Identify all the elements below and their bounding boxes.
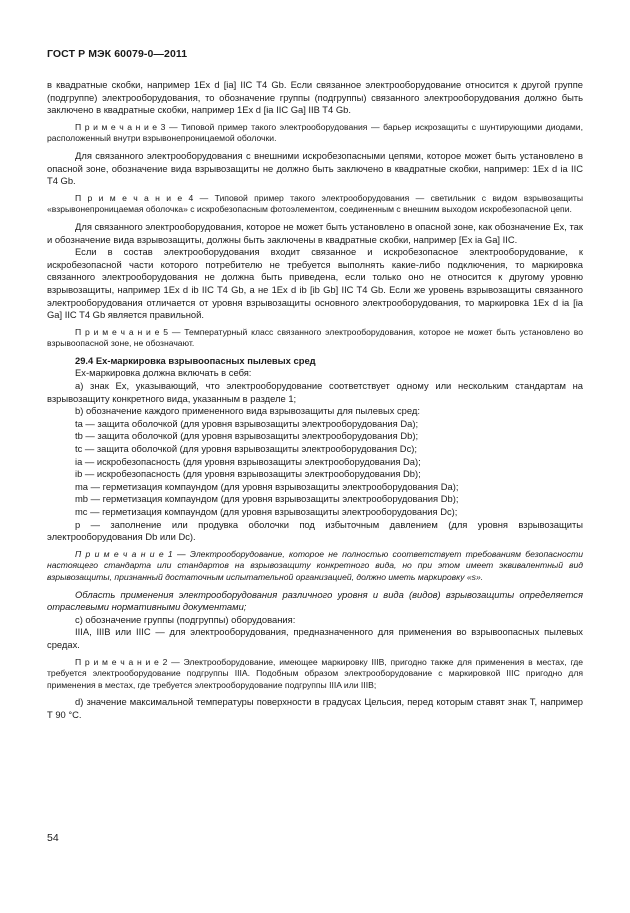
paragraph: в квадратные скобки, например 1Ex d [ia] IIC T4 Gb. Если связанное электрооборудование относится к другой группе (подгруппе) электрооборудования, то обозначение группы (подгруппы) связанного электрооборудования должно быть заключено в квадратные скобки, например 1Ex d [ia IIC Ga] IIB T4 Gb. — [47, 79, 583, 116]
list-item: b) обозначение каждого примененного вида взрывозащиты для пылевых сред: — [75, 405, 420, 417]
list-item: a) знак Ex, указывающий, что электрооборудование соответствует одному или нескольким стандартам на взрывозащиту конкретного вида, указанным в разделе 1; — [47, 380, 583, 404]
sub-item: p — заполнение или продувка оболочки под избыточным давлением (для уровня взрывозащиты электрооборудования Db или Dc). — [47, 518, 583, 543]
sub-item: tc — защита оболочкой (для уровня взрывозащиты электрооборудования Dc); — [75, 443, 417, 455]
note-5: П р и м е ч а н и е 5 — Температурный класс связанного электрооборудования, которое не может быть установлено во взрывоопасной зоне, не обозначают. — [47, 326, 583, 349]
page-number: 54 — [47, 832, 59, 844]
section-heading: 29.4 Ex-маркировка взрывоопасных пылевых сред — [75, 354, 316, 366]
note-2: П р и м е ч а н и е 2 — Электрооборудование, имеющее маркировку IIIB, пригодно также для применения в местах, где требуется электрооборудование подгруппы IIIA. Подобным образом электрооборудование с маркировкой IIIC пригодно для применения в местах, где требуется электрооборудование подгруппы IIIA или IIIB; — [47, 656, 583, 690]
sub-item: ta — защита оболочкой (для уровня взрывозащиты электрооборудования Da); — [75, 417, 419, 429]
list-item: c) обозначение группы (подгруппы) оборудования: — [75, 613, 296, 625]
sub-item: mc — герметизация компаундом (для уровня взрывозащиты электрооборудования Dc); — [75, 506, 458, 517]
scope-paragraph: Область применения электрооборудования различного уровня и вида (видов) взрывозащиты определяется отраслевыми нормативными документами; — [47, 588, 583, 613]
note-4: П р и м е ч а н и е 4 — Типовой пример такого электрооборудования — светильник с видом взрывозащиты «взрывонепроницаемая оболочка» с искробезопасным фотоэлементом, соединенным с внешним выходом искробезопасной цепи. — [47, 192, 583, 215]
list-item-text: IIIA, IIIB или IIIC — для электрооборудования, предназначенного для применения во взрывоопасных пылевых средах. — [47, 626, 583, 650]
sub-item: ma — герметизация компаундом (для уровня взрывозащиты электрооборудования Da); — [75, 480, 459, 492]
paragraph: Для связанного электрооборудования, которое не может быть установлено в опасной зоне, как обозначение Ex, так и обозначение вида взрывозащиты, должны быть заключены в квадратные скобки, например [Ex ia Ga] IIC. — [47, 220, 583, 245]
paragraph: Если в состав электрооборудования входит связанное и искробезопасное электрооборудование, к искробезопасной части которого потребителю не требуется выполнять какие-либо подключения, то маркировка связанного электрооборудования не должна быть приведена, если только оно не относится к другому уровню взрывозащиты, например 1Ex d ib IIC T4 Gb, а не 1Ex d ib [ib Gb] IIC T4 Gb. Если же уровень взрывозащиты связанного электрооборудования отличается от уровня взрывозащиты основного электрооборудования, то маркировка 1Ex d ia [ia Ga] IIC T4 Gb является правильной. — [47, 246, 583, 321]
document-body — [47, 79, 583, 722]
sub-item: ib — искробезопасность (для уровня взрывозащиты электрооборудования Db); — [75, 468, 421, 480]
sub-item: mb — герметизация компаундом (для уровня взрывозащиты электрооборудования Db); — [75, 493, 459, 505]
paragraph: Для связанного электрооборудования с внешними искробезопасными цепями, которое может быть установлено в опасной зоне, обозначение вида взрывозащиты не должно быть заключено в квадратные скобки, например: 1Ex d ia IIC T4 Gb. — [47, 149, 583, 187]
note-3: П р и м е ч а н и е 3 — Типовой пример такого электрооборудования — барьер искрозащиты с шунтирующими диодами, расположенный внутри взрывонепроницаемой оболочки. — [47, 121, 583, 144]
note-1: П р и м е ч а н и е 1 — Электрооборудование, которое не полностью соответствует требованиям безопасности настоящего стандарта или стандартов на взрывозащиту конкретного вида, но при этом имеет эквивалентный вид взрывозащиты, признанный достаточным испытательной организацией, должно иметь маркировку «s». — [47, 548, 583, 582]
sub-item: tb — защита оболочкой (для уровня взрывозащиты электрооборудования Db); — [75, 430, 419, 442]
sub-item: ia — искробезопасность (для уровня взрывозащиты электрооборудования Da); — [75, 455, 421, 467]
list-intro: Ex-маркировка должна включать в себя: — [75, 367, 252, 379]
list-item: d) значение максимальной температуры поверхности в градусах Цельсия, перед которым ставят знак Т, например Т 90 °С. — [47, 696, 583, 720]
standard-title: ГОСТ Р МЭК 60079-0—2011 — [47, 48, 188, 60]
